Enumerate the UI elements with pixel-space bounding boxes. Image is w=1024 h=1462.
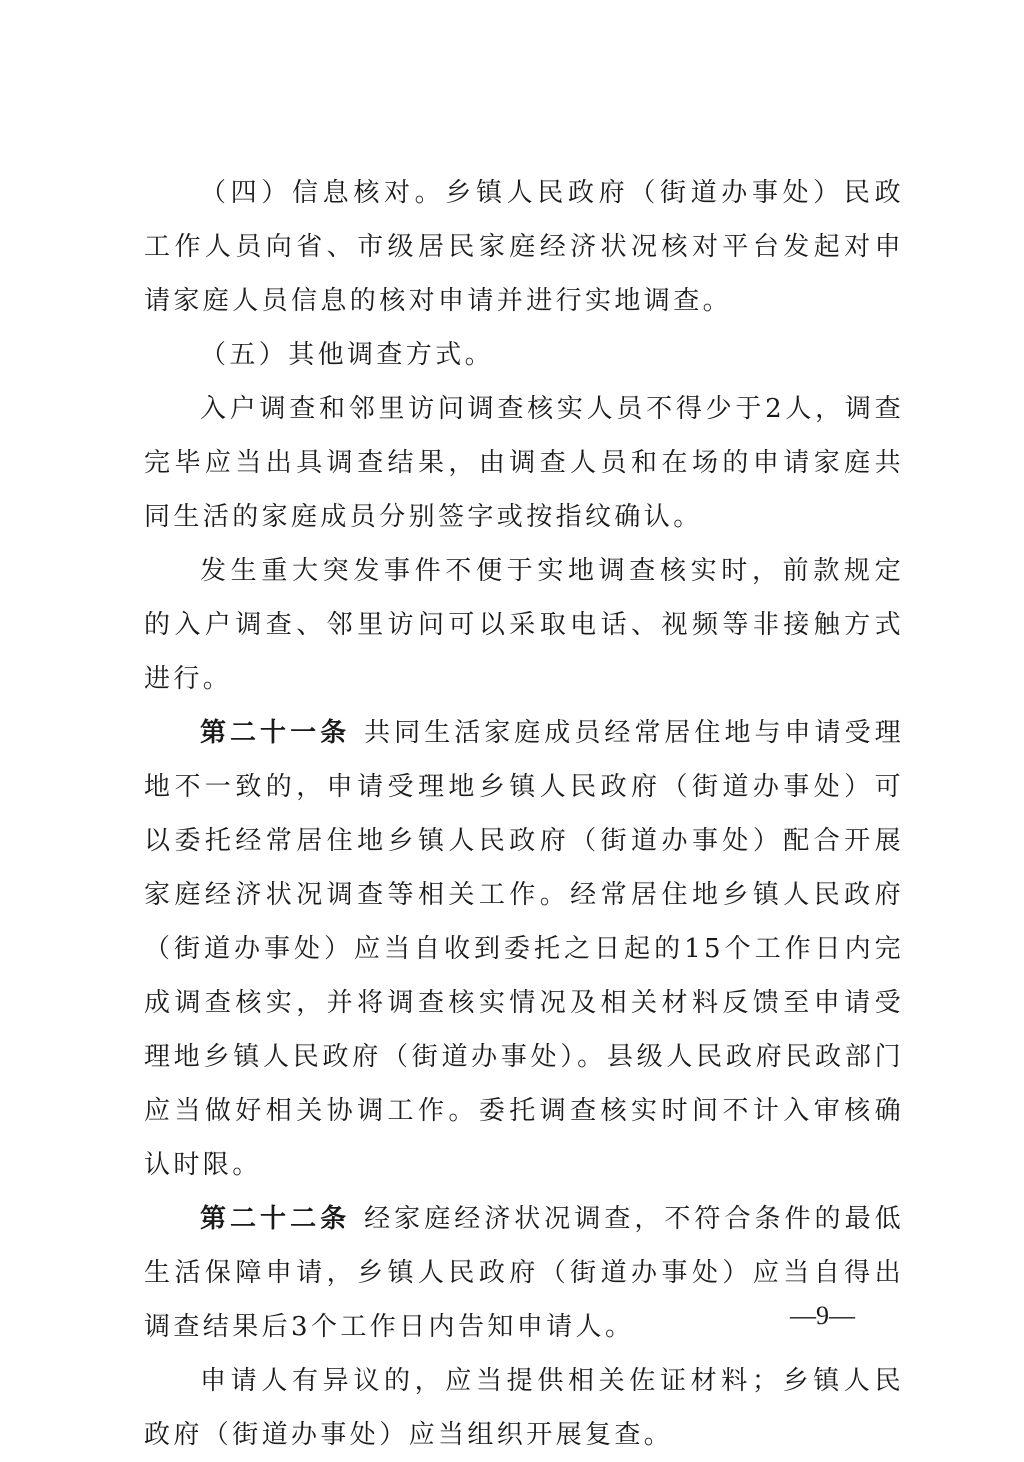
article-21-text: 共同生活家庭成员经常居住地与申请受理地不一致的，申请受理地乡镇人民政府（街道办事处）可以委托经常居住地乡镇人民政府（街道办事处）配合开展家庭经济状况调查等相关工作。经常居住地乡镇人民政府（街道办事处）应当自收到委托之日起的15个工作日内完成调查核实，并将调查核实情况及相关材料反馈至申请受理地乡镇人民政府（街道办事处）。县级人民政府民政部门应当做好相关协调工作。委托调查核实时间不计入审核确认时限。 <box>144 718 904 1180</box>
paragraph-emergency-contactless <box>144 544 904 706</box>
paragraph-text: （五）其他调查方式。 <box>200 340 495 370</box>
article-21 <box>144 706 904 1192</box>
paragraph-text: 申请人有异议的，应当提供相关佐证材料；乡镇人民政府（街道办事处）应当组织开展复查。 <box>144 1366 904 1450</box>
article-22-text: 经家庭经济状况调查，不符合条件的最低生活保障申请，乡镇人民政府（街道办事处）应当自得出调查结果后3个工作日内告知申请人。 <box>144 1204 904 1342</box>
paragraph-text: （四）信息核对。乡镇人民政府（街道办事处）民政工作人员向省、市级居民家庭经济状况核对平台发起对申请家庭人员信息的核对申请并进行实地调查。 <box>144 178 904 316</box>
paragraph-text: 发生重大突发事件不便于实地调查核实时，前款规定的入户调查、邻里访问可以采取电话、视频等非接触方式进行。 <box>144 556 904 694</box>
page-number: —9— <box>790 1301 855 1330</box>
paragraph-other-methods <box>144 328 904 382</box>
article-21-title: 第二十一条 <box>200 718 351 748</box>
paragraph-home-visit-rules <box>144 382 904 544</box>
paragraph-info-verification <box>144 166 904 328</box>
article-22-title: 第二十二条 <box>200 1204 351 1234</box>
paragraph-objection-review <box>144 1354 904 1462</box>
document-body <box>144 166 904 1462</box>
paragraph-text: 入户调查和邻里访问调查核实人员不得少于2人，调查完毕应当出具调查结果，由调查人员和在场的申请家庭共同生活的家庭成员分别签字或按指纹确认。 <box>144 394 904 532</box>
